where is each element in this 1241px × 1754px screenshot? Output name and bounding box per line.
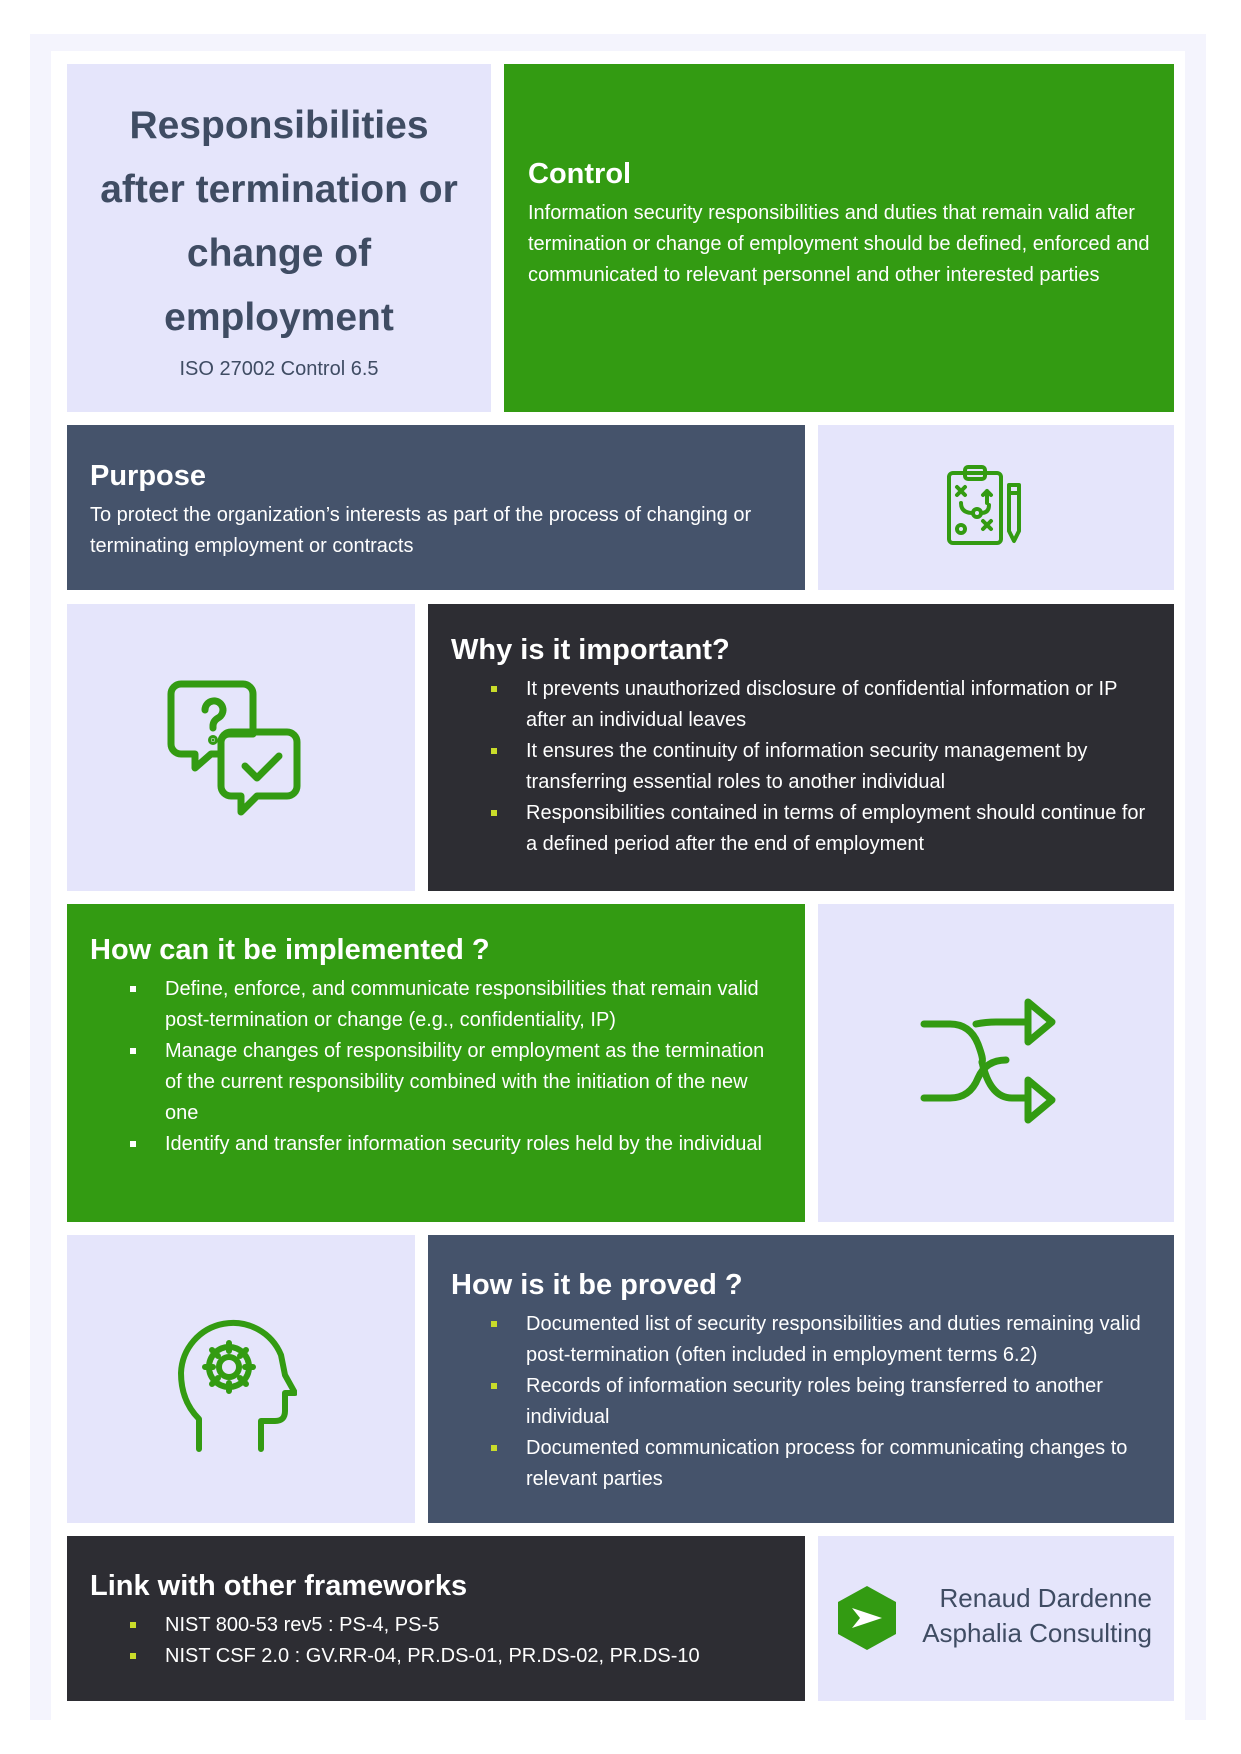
bullet-square [491, 810, 497, 816]
list-item-text: Records of information security roles being transferred to another individual [526, 1375, 1103, 1428]
bullet-square [491, 1321, 497, 1327]
control-text: Information security responsibilities and duties that remain valid after termination or change of employment should be defined, enforced and communicated to relevant personnel and other interested parties [528, 202, 1150, 286]
list-item [451, 1309, 1150, 1371]
list-item [451, 1371, 1150, 1433]
author-company: Asphalia Consulting [922, 1618, 1152, 1648]
bullet-square [491, 1383, 497, 1389]
list-item [90, 1129, 781, 1160]
icon-panel-head [67, 1235, 415, 1523]
icon-panel-chat [67, 604, 415, 891]
frameworks-heading: Link with other frameworks [90, 1570, 468, 1602]
author-block [922, 1581, 1152, 1651]
question-check-chat-icon [167, 676, 307, 816]
list-item [90, 1610, 781, 1641]
frameworks-panel [67, 1536, 805, 1701]
list-item-text: Define, enforce, and communicate responsibilities that remain valid post-termination or change (e.g., confidentiality, IP) [165, 978, 759, 1031]
title-panel [67, 64, 491, 412]
clipboard-strategy-icon [945, 463, 1025, 547]
why-list [451, 674, 1150, 860]
bullet-square [491, 686, 497, 692]
how-list [90, 974, 781, 1160]
bullet-square [130, 986, 136, 992]
author-panel [818, 1536, 1174, 1701]
list-item [451, 736, 1150, 798]
list-item-text: It ensures the continuity of information security management by transferring essential roles to another individual [526, 740, 1088, 793]
head-gear-icon [177, 1315, 297, 1455]
bullet-square [130, 1622, 136, 1628]
list-item-text: Responsibilities contained in terms of employment should continue for a defined period after the end of employment [526, 802, 1146, 855]
frameworks-list [90, 1610, 781, 1672]
how-panel [67, 904, 805, 1222]
proved-list [451, 1309, 1150, 1495]
list-item-text: Documented communication process for communicating changes to relevant parties [526, 1437, 1128, 1490]
control-panel [504, 64, 1174, 412]
list-item-text: NIST 800-53 rev5 : PS-4, PS-5 [165, 1614, 440, 1636]
bullet-square [130, 1653, 136, 1659]
list-item-text: Documented list of security responsibilities and duties remaining valid post-termination (often included in employment terms 6.2) [526, 1313, 1141, 1366]
list-item [90, 1036, 781, 1129]
purpose-heading: Purpose [90, 460, 207, 492]
why-panel [428, 604, 1174, 891]
bullet-square [130, 1141, 136, 1147]
icon-panel-shuffle [818, 904, 1174, 1222]
list-item [451, 674, 1150, 736]
asphalia-logo-icon [836, 1584, 898, 1652]
list-item-text: NIST CSF 2.0 : GV.RR-04, PR.DS-01, PR.DS-02, PR.DS-10 [165, 1645, 700, 1667]
author-name: Renaud Dardenne [939, 1583, 1152, 1613]
list-item [90, 1641, 781, 1672]
how-heading: How can it be implemented ? [90, 934, 490, 966]
shuffle-arrows-icon [918, 994, 1058, 1130]
list-item [451, 1433, 1150, 1495]
control-heading: Control [528, 158, 632, 190]
bullet-square [491, 1445, 497, 1451]
bullet-square [491, 748, 497, 754]
list-item [451, 798, 1150, 860]
purpose-text: To protect the organization’s interests as part of the process of changing or terminating employment or contracts [90, 504, 752, 557]
list-item-text: It prevents unauthorized disclosure of confidential information or IP after an individual leaves [526, 678, 1118, 731]
icon-panel-clipboard [818, 425, 1174, 590]
page-subtitle: ISO 27002 Control 6.5 [179, 358, 379, 380]
list-item [90, 974, 781, 1036]
why-heading: Why is it important? [451, 634, 730, 666]
bullet-square [130, 1048, 136, 1054]
page-title: Responsibilities after termination or change of employment [100, 104, 458, 339]
proved-panel [428, 1235, 1174, 1523]
purpose-panel [67, 425, 805, 590]
list-item-text: Identify and transfer information security roles held by the individual [165, 1133, 762, 1155]
proved-heading: How is it be proved ? [451, 1269, 743, 1301]
list-item-text: Manage changes of responsibility or employment as the termination of the current responsibility combined with the initiation of the new one [165, 1040, 765, 1124]
